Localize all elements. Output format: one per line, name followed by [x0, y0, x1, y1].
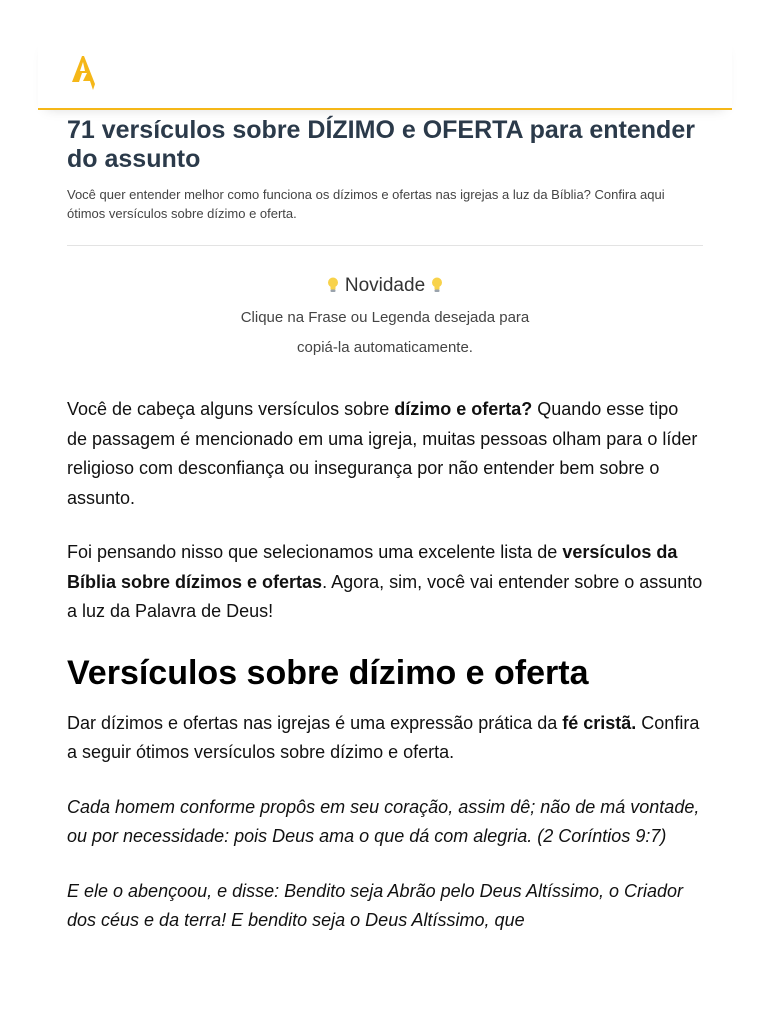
section-heading: Versículos sobre dízimo e oferta: [67, 653, 589, 692]
section-intro-text-a: Dar dízimos e ofertas nas igrejas é uma expressão prática da: [67, 712, 563, 733]
notice-line-1: Clique na Frase ou Legenda desejada para: [240, 309, 530, 326]
notice-line-2: copiá-la automaticamente.: [297, 339, 473, 356]
selection-text-a: Foi pensando nisso que selecionamos uma excelente lista de: [67, 542, 563, 562]
selection-text-b: . Agora, sim, você vai entender sobre o assunto a luz da Palavra de Deus!: [67, 571, 703, 621]
article: [67, 116, 703, 936]
site-header: [38, 38, 732, 110]
selection-bold: versículos da Bíblia sobre dízimos e ofertas: [67, 542, 678, 592]
selection-paragraph: [67, 538, 703, 627]
notice-heading: Novidade: [344, 275, 426, 296]
intro-text-b: Quando esse tipo de passagem é mencionado em uma igreja, muitas pessoas olham para o líder religioso com desconfiança ou insegurança por não entender bem sobre o assunto.: [67, 399, 698, 508]
site-logo-icon[interactable]: [70, 54, 98, 92]
lightbulb-icon: [327, 277, 339, 293]
article-title: 71 versículos sobre DÍZIMO e OFERTA para entender do assunto: [67, 116, 695, 173]
novidade-notice: [67, 274, 703, 363]
intro-paragraph: [67, 395, 703, 513]
section-intro-bold: fé cristã.: [562, 712, 637, 733]
intro-text-a: Você de cabeça alguns versículos sobre: [67, 399, 395, 419]
divider: [67, 245, 703, 246]
lightbulb-icon: [431, 277, 443, 293]
section-intro-paragraph: [67, 709, 703, 768]
notice-heading-row: [67, 274, 703, 298]
article-excerpt: Você quer entender melhor como funciona os dízimos e ofertas nas igrejas a luz da Bíblia? Confira aqui ótimos versículos sobre dízimo e oferta.: [67, 187, 665, 221]
verse-quote[interactable]: Cada homem conforme propôs em seu coração, assim dê; não de má vontade, ou por necessidade: pois Deus ama o que dá com alegria. (2 Coríntios 9:7): [67, 796, 700, 846]
section-intro-text-b: Confira a seguir ótimos versículos sobre dízimo e oferta.: [67, 712, 700, 762]
verse-quote[interactable]: E ele o abençoou, e disse: Bendito seja Abrão pelo Deus Altíssimo, o Criador dos céus e da terra! E bendito seja o Deus Altíssimo, que: [67, 880, 684, 930]
intro-bold: dízimo e oferta?: [394, 399, 533, 419]
